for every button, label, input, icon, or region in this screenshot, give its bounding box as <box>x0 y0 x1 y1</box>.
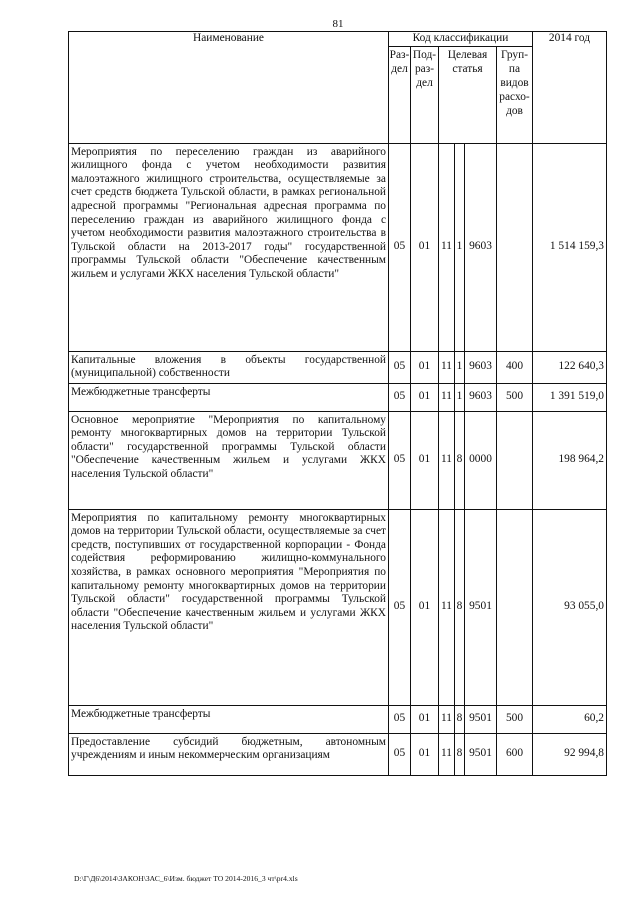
row-name: Межбюджетные трансферты <box>69 705 389 733</box>
row-name: Предоставление субсидий бюджетным, автономным учреждениям и иным некоммерческим организациям <box>69 733 389 775</box>
table-row <box>69 411 607 509</box>
row-amount-2014: 1 391 519,0 <box>533 383 607 411</box>
row-razdel: 05 <box>389 509 411 705</box>
row-expense-group: 500 <box>497 705 533 733</box>
row-target-part1: 11 <box>439 143 455 351</box>
row-podrazdel: 01 <box>411 383 439 411</box>
row-target-part1: 11 <box>439 411 455 509</box>
row-target-part3: 0000 <box>465 411 497 509</box>
header-classification: Код классификации <box>389 32 533 47</box>
table-row <box>69 705 607 733</box>
row-target-part2: 1 <box>455 351 465 383</box>
table-row <box>69 733 607 775</box>
table-row <box>69 383 607 411</box>
header-year: 2014 год <box>533 32 607 144</box>
row-razdel: 05 <box>389 383 411 411</box>
row-target-part2: 8 <box>455 733 465 775</box>
row-name: Мероприятия по капитальному ремонту многоквартирных домов на территории Тульской области, осуществляемые за счет средств, поступивших от государственной корпорации - Фонда содействия реформированию жилищно-коммунального хозяйства, в рамках основного мероприятия "Мероприятия по капитальному ремонту многоквартирных домов на территории Тульской области" государственной программы Тульской области "Обеспечение качественным жильем и услугами ЖКХ населения Тульской области" <box>69 509 389 705</box>
row-razdel: 05 <box>389 351 411 383</box>
row-target-part2: 8 <box>455 509 465 705</box>
header-podrazdel: Под- раз- дел <box>411 46 439 143</box>
page-number: 81 <box>332 18 344 30</box>
row-target-part1: 11 <box>439 351 455 383</box>
table-row <box>69 509 607 705</box>
budget-table <box>68 31 607 776</box>
row-target-part2: 1 <box>455 143 465 351</box>
row-amount-2014: 93 055,0 <box>533 509 607 705</box>
row-expense-group: 500 <box>497 383 533 411</box>
row-podrazdel: 01 <box>411 143 439 351</box>
header-group: Груп- па видов расхо- дов <box>497 46 533 143</box>
row-name: Капитальные вложения в объекты государственной (муниципальной) собственности <box>69 351 389 383</box>
row-target-part1: 11 <box>439 705 455 733</box>
row-target-part2: 8 <box>455 411 465 509</box>
row-amount-2014: 92 994,8 <box>533 733 607 775</box>
row-target-part1: 11 <box>439 733 455 775</box>
row-podrazdel: 01 <box>411 411 439 509</box>
row-razdel: 05 <box>389 143 411 351</box>
footer-file-path: D:\Г\Д6\2014\ЗАКОН\ЗАС_6\Изм. бюджет ТО 2014-2016_3 чт\pr4.xls <box>74 874 298 883</box>
row-target-part3: 9603 <box>465 143 497 351</box>
row-expense-group <box>497 411 533 509</box>
row-amount-2014: 122 640,3 <box>533 351 607 383</box>
row-podrazdel: 01 <box>411 733 439 775</box>
row-name: Основное мероприятие "Мероприятия по капитальному ремонту многоквартирных домов на территории Тульской области" государственной программы Тульской области "Обеспечение качественным жильем и услугами ЖКХ населения Тульской области" <box>69 411 389 509</box>
row-target-part1: 11 <box>439 383 455 411</box>
table-row <box>69 351 607 383</box>
row-expense-group <box>497 509 533 705</box>
header-razdel: Раз- дел <box>389 46 411 143</box>
row-amount-2014: 1 514 159,3 <box>533 143 607 351</box>
row-target-part1: 11 <box>439 509 455 705</box>
row-target-part3: 9603 <box>465 351 497 383</box>
row-name: Межбюджетные трансферты <box>69 383 389 411</box>
header-name: Наименование <box>69 32 389 144</box>
row-target-part2: 8 <box>455 705 465 733</box>
row-name: Мероприятия по переселению граждан из аварийного жилищного фонда с учетом необходимости развития малоэтажного жилищного строительства, осуществляемые за счет средств бюджета Тульской области, в рамках региональной адресной программы "Региональная адресная программа по переселению граждан из аварийного жилищного фонда с учетом необходимости развития малоэтажного строительства в Тульской области на 2013-2017 годы" государственной программы Тульской области "Обеспечение качественным жильем и услугами ЖКХ населения Тульской области" <box>69 143 389 351</box>
row-podrazdel: 01 <box>411 351 439 383</box>
row-target-part3: 9501 <box>465 705 497 733</box>
row-target-part2: 1 <box>455 383 465 411</box>
row-razdel: 05 <box>389 705 411 733</box>
row-expense-group <box>497 143 533 351</box>
table-row <box>69 143 607 351</box>
row-target-part3: 9603 <box>465 383 497 411</box>
row-expense-group: 600 <box>497 733 533 775</box>
row-expense-group: 400 <box>497 351 533 383</box>
row-amount-2014: 60,2 <box>533 705 607 733</box>
row-podrazdel: 01 <box>411 509 439 705</box>
row-amount-2014: 198 964,2 <box>533 411 607 509</box>
row-podrazdel: 01 <box>411 705 439 733</box>
row-target-part3: 9501 <box>465 509 497 705</box>
row-razdel: 05 <box>389 411 411 509</box>
row-target-part3: 9501 <box>465 733 497 775</box>
row-razdel: 05 <box>389 733 411 775</box>
header-target: Целевая статья <box>439 46 497 143</box>
